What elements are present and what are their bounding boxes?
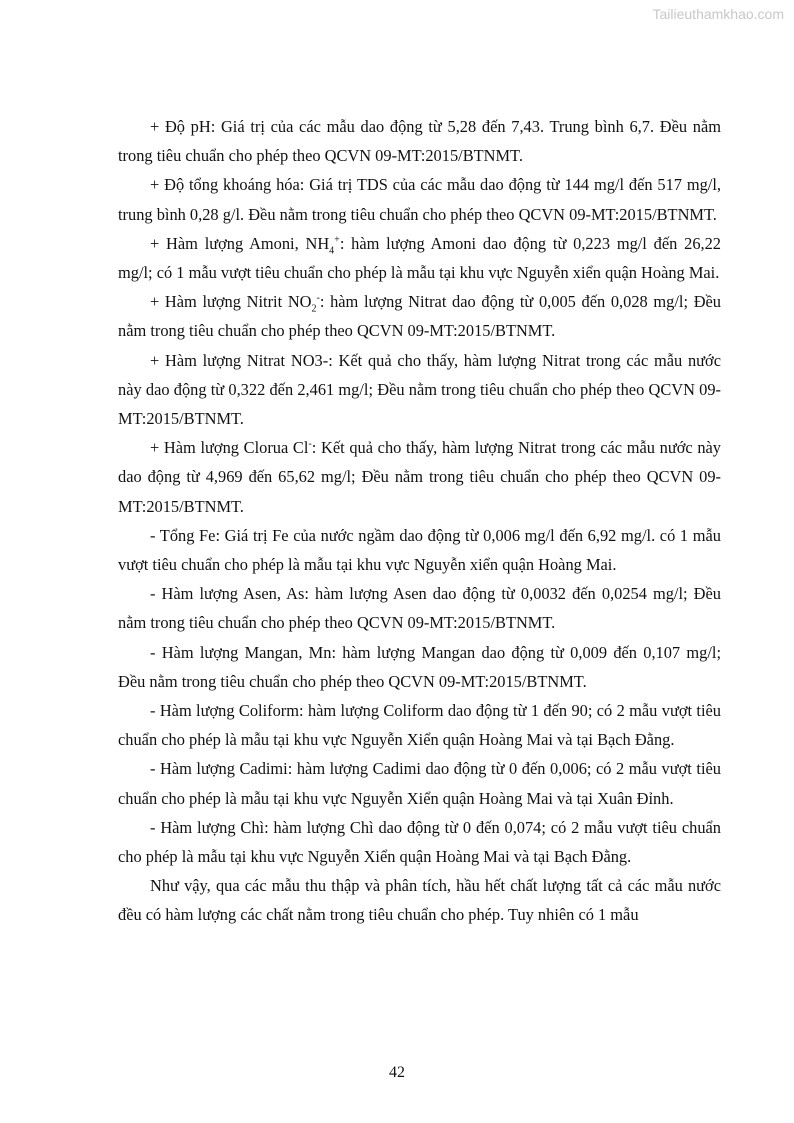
page-number: 42 xyxy=(389,1064,405,1081)
document-body xyxy=(118,112,721,930)
paragraph-nitrit: + Hàm lượng Nitrit $NO_2^-$: hàm lượng Nitrat dao động từ 0,005 đến 0,028 mg/l; Đều nằm trong tiêu chuẩn cho phép theo QCVN 09-MT:2015/BTNMT. xyxy=(118,292,721,341)
watermark: Tailieuthamkhao.com xyxy=(652,6,784,22)
paragraph-amoni: + Hàm lượng Amoni, $NH_4^+$: hàm lượng Amoni dao động từ 0,223 mg/l đến 26,22 mg/l; có 1 mẫu vượt tiêu chuẩn cho phép là mẫu tại khu vực Nguyễn xiển quận Hoàng Mai. xyxy=(118,233,721,283)
paragraph-fe: - Tổng Fe: Giá trị Fe của nước ngầm dao động từ 0,006 mg/l đến 6,92 mg/l. có 1 mẫu vượt tiêu chuẩn cho phép là mẫu tại khu vực Nguyễn xiển quận Hoàng Mai. xyxy=(118,525,721,575)
paragraph-nitrat: + Hàm lượng Nitrat NO3-: Kết quả cho thấy, hàm lượng Nitrat trong các mẫu nước này dao động từ 0,322 đến 2,461 mg/l; Đều nằm trong tiêu chuẩn cho phép theo QCVN 09-MT:2015/BTNMT. xyxy=(118,350,721,429)
paragraph-clorua: + Hàm lượng Clorua Cl-: Kết quả cho thấy, hàm lượng Nitrat trong các mẫu nước này dao động từ 4,969 đến 65,62 mg/l; Đều nằm trong tiêu chuẩn cho phép theo QCVN 09-MT:2015/BTNMT. xyxy=(118,438,721,516)
paragraph-coliform: - Hàm lượng Coliform: hàm lượng Coliform dao động từ 1 đến 90; có 2 mẫu vượt tiêu chuẩn cho phép là mẫu tại khu vực Nguyễn Xiển quận Hoàng Mai và tại Bạch Đằng. xyxy=(118,701,721,750)
paragraph-asen: - Hàm lượng Asen, As: hàm lượng Asen dao động từ 0,0032 đến 0,0254 mg/l; Đều nằm trong tiêu chuẩn cho phép theo QCVN 09-MT:2015/BTNMT. xyxy=(118,584,721,633)
paragraph-conclusion: Như vậy, qua các mẫu thu thập và phân tích, hầu hết chất lượng tất cả các mẫu nước đều có hàm lượng các chất nằm trong tiêu chuẩn cho phép. Tuy nhiên có 1 mẫu xyxy=(118,876,721,925)
paragraph-ph: + Độ pH: Giá trị của các mẫu dao động từ 5,28 đến 7,43. Trung bình 6,7. Đều nằm trong tiêu chuẩn cho phép theo QCVN 09-MT:2015/BTNMT. xyxy=(118,117,721,166)
paragraph-chi: - Hàm lượng Chì: hàm lượng Chì dao động từ 0 đến 0,074; có 2 mẫu vượt tiêu chuẩn cho phép là mẫu tại khu vực Nguyễn Xiển quận Hoàng Mai và tại Bạch Đằng. xyxy=(118,817,721,867)
paragraph-cadimi: - Hàm lượng Cadimi: hàm lượng Cadimi dao động từ 0 đến 0,006; có 2 mẫu vượt tiêu chuẩn cho phép là mẫu tại khu vực Nguyễn Xiển quận Hoàng Mai và tại Xuân Đỉnh. xyxy=(118,759,721,808)
paragraph-tds: + Độ tổng khoáng hóa: Giá trị TDS của các mẫu dao động từ 144 mg/l đến 517 mg/l, trung bình 0,28 g/l. Đều nằm trong tiêu chuẩn cho phép theo QCVN 09-MT:2015/BTNMT. xyxy=(118,175,721,224)
paragraph-mangan: - Hàm lượng Mangan, Mn: hàm lượng Mangan dao động từ 0,009 đến 0,107 mg/l; Đều nằm trong tiêu chuẩn cho phép theo QCVN 09-MT:2015/BTNMT. xyxy=(118,642,721,691)
